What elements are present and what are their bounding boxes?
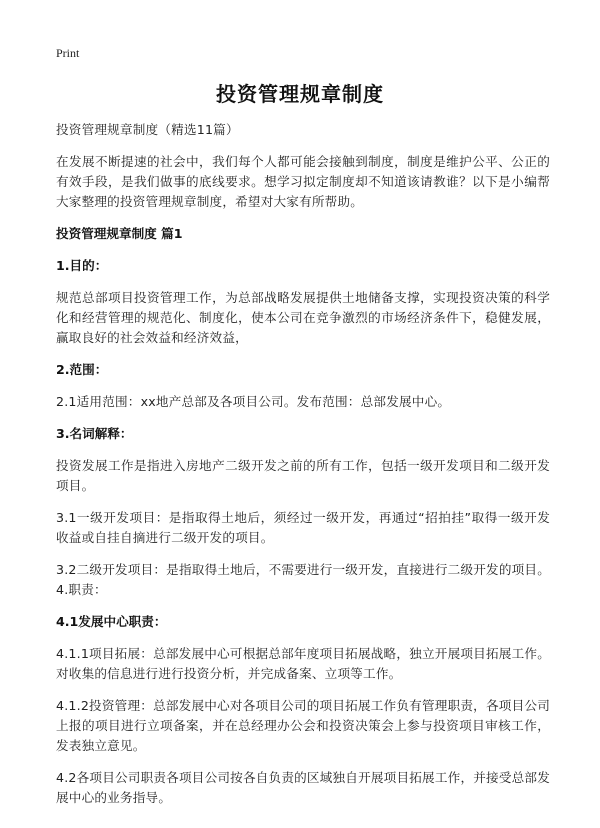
document-body: [56, 120, 550, 820]
heading-duties: 4.1发展中心职责：: [56, 614, 167, 629]
duty-investment-management: 4.1.2投资管理：总部发展中心对各项目公司的项目拓展工作负有管理职责，各项目公司上报的项目进行立项备案，并在总经理办公会和投资决策会上参与投资项目审核工作，发表独立意见。: [56, 698, 550, 753]
duty-project-expansion: 4.1.1项目拓展：总部发展中心可根据总部年度项目拓展战略，独立开展项目拓展工作。对收集的信息进行进行投资分析，并完成备案、立项等工作。: [56, 646, 550, 681]
intro-paragraph: 在发展不断提速的社会中，我们每个人都可能会接触到制度，制度是维护公平、公正的有效手段，是我们做事的底线要求。想学习拟定制度却不知道该请教谁？以下是小编帮大家整理的投资管理规章制度，希望对大家有所帮助。: [56, 154, 550, 209]
definitions-paragraph: 投资发展工作是指进入房地产二级开发之前的所有工作，包括一级开发项目和二级开发项目。: [56, 458, 550, 493]
print-label: Print: [56, 46, 80, 60]
scope-paragraph: 2.1适用范围：xx地产总部及各项目公司。发布范围：总部发展中心。: [56, 394, 451, 409]
subtitle: 投资管理规章制度（精选11篇）: [56, 122, 239, 137]
definition-primary: 3.1一级开发项目：是指取得土地后，须经过一级开发，再通过“招拍挂”取得一级开发收益或自挂自摘进行二级开发的项目。: [56, 510, 550, 545]
heading-definitions: 3.名词解释：: [56, 426, 133, 441]
duty-project-companies: 4.2各项目公司职责各项目公司按各自负责的区域独自开展项目拓展工作，并接受总部发展中心的业务指导。: [56, 770, 550, 805]
purpose-paragraph: 规范总部项目投资管理工作，为总部战略发展提供土地储备支撑，实现投资决策的科学化和经营管理的规范化、制度化，使本公司在竞争激烈的市场经济条件下，稳健发展，赢取良好的社会效益和经济效益，: [56, 290, 550, 345]
definition-secondary: 3.2二级开发项目：是指取得土地后，不需要进行一级开发，直接进行二级开发的项目。4.职责：: [56, 562, 550, 597]
heading-scope: 2.范围：: [56, 362, 108, 377]
page-title: 投资管理规章制度: [216, 82, 384, 106]
section-heading: 投资管理规章制度 篇1: [56, 226, 183, 241]
heading-purpose: 1.目的：: [56, 258, 108, 273]
